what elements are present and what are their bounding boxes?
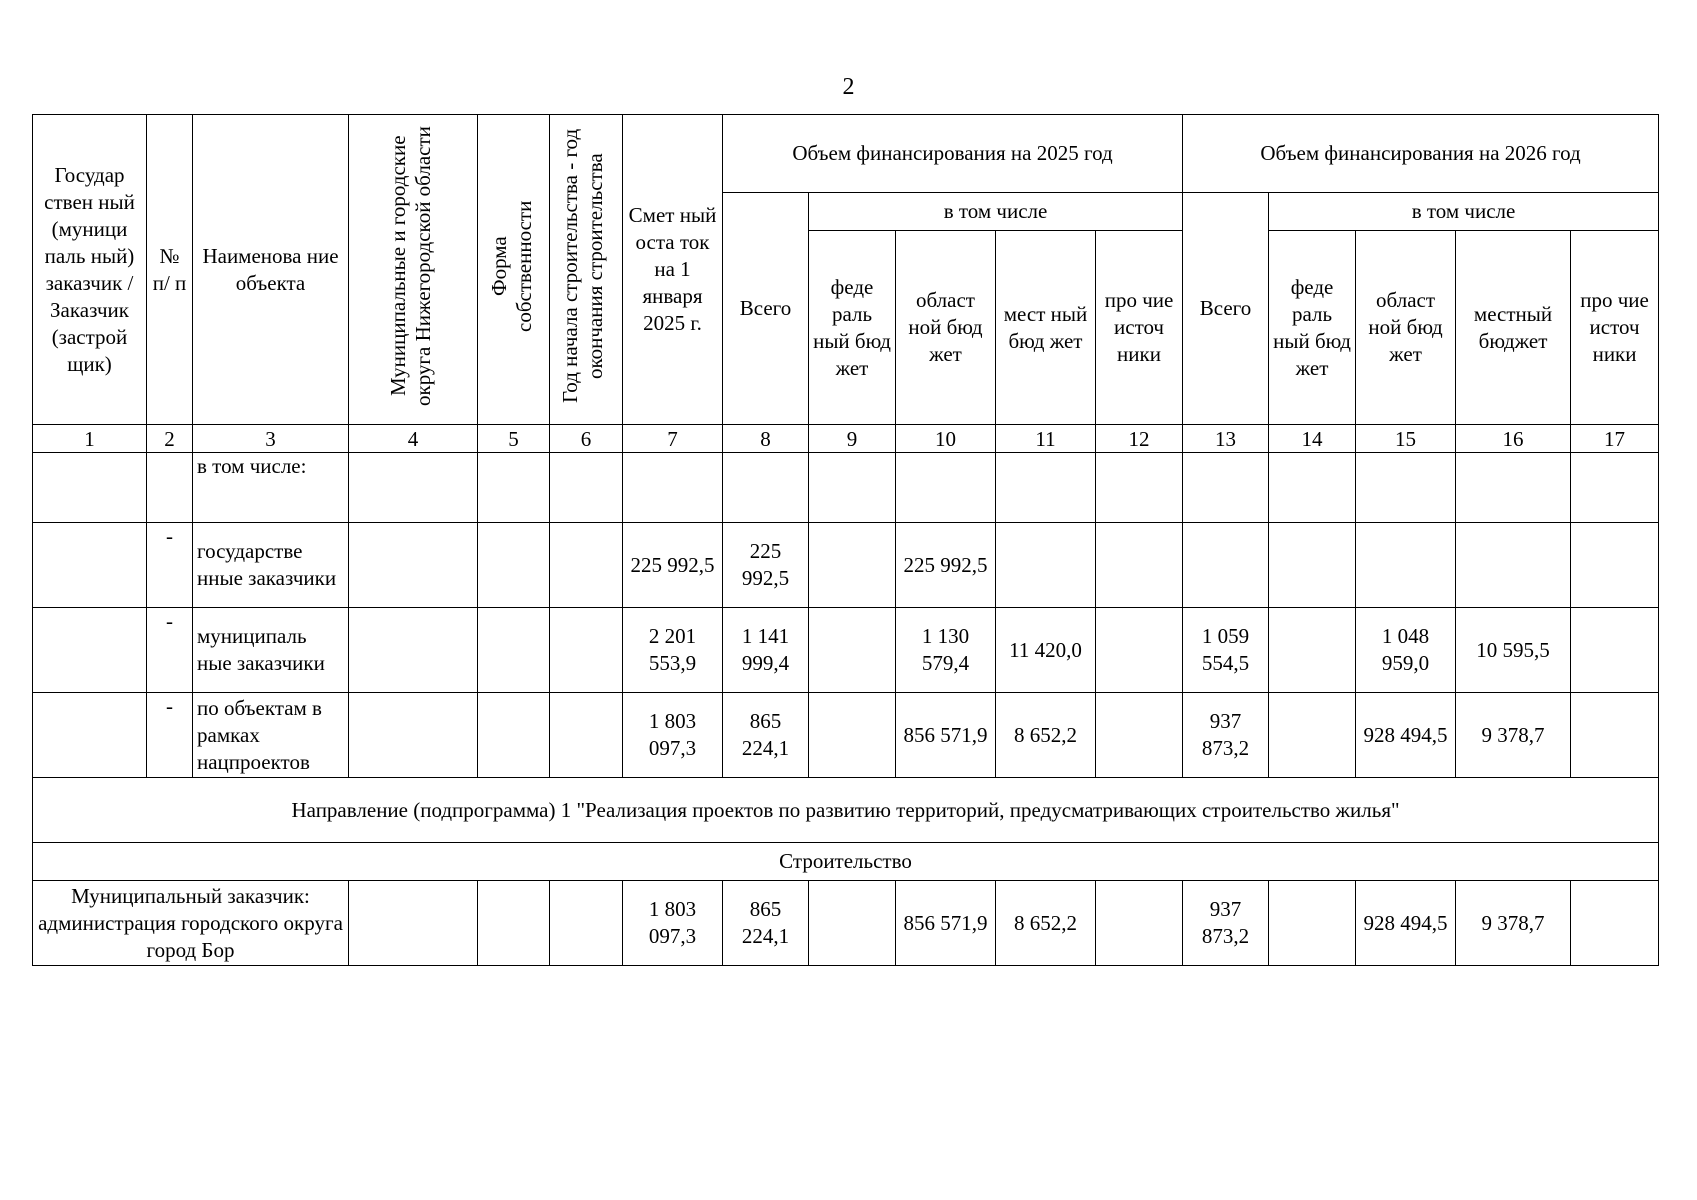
cell-name: муниципаль ные заказчики	[193, 608, 349, 693]
col-number: 5	[478, 425, 550, 453]
cell	[1571, 881, 1659, 966]
cell: 937 873,2	[1183, 693, 1269, 778]
cell	[478, 693, 550, 778]
financing-table	[32, 114, 1659, 966]
customer-row	[33, 881, 1659, 966]
cell	[1269, 881, 1356, 966]
col-number: 8	[723, 425, 809, 453]
cell: 865 224,1	[723, 881, 809, 966]
cell	[1269, 523, 1356, 608]
cell	[147, 453, 193, 523]
header-including-2025: в том числе	[809, 193, 1183, 231]
header-other-2026: про чие источ ники	[1571, 231, 1659, 425]
cell	[1456, 453, 1571, 523]
cell: 11 420,0	[996, 608, 1096, 693]
cell	[1356, 453, 1456, 523]
header-years-text: Год начала строительства - год окончания строительства	[558, 128, 607, 404]
header-customer: Государ ствен ный (муници паль ный) заказчик / Заказчик (застрой щик)	[33, 115, 147, 425]
direction-row	[33, 778, 1659, 843]
cell: 937 873,2	[1183, 881, 1269, 966]
cell	[349, 523, 478, 608]
cell	[478, 523, 550, 608]
col-number: 15	[1356, 425, 1456, 453]
header-row-1	[33, 115, 1659, 193]
cell	[809, 693, 896, 778]
cell	[1269, 608, 1356, 693]
cell: 8 652,2	[996, 693, 1096, 778]
cell	[996, 453, 1096, 523]
cell	[349, 693, 478, 778]
header-including-2026: в том числе	[1269, 193, 1659, 231]
cell	[1096, 523, 1183, 608]
cell	[478, 881, 550, 966]
cell	[809, 881, 896, 966]
cell	[809, 453, 896, 523]
header-total-2025: Всего	[723, 193, 809, 425]
cell	[1356, 523, 1456, 608]
cell-customer: Муниципальный заказчик: администрация городского округа город Бор	[33, 881, 349, 966]
cell	[33, 693, 147, 778]
cell	[550, 453, 623, 523]
header-fin-2025: Объем финансирования на 2025 год	[723, 115, 1183, 193]
header-regional-2025: област ной бюд жет	[896, 231, 996, 425]
cell-name: государстве нные заказчики	[193, 523, 349, 608]
cell	[896, 453, 996, 523]
construction-title: Строительство	[33, 843, 1659, 881]
col-number: 7	[623, 425, 723, 453]
cell	[1183, 523, 1269, 608]
table-row	[33, 608, 1659, 693]
cell: 9 378,7	[1456, 881, 1571, 966]
header-ownership-text: Форма собственности	[486, 200, 536, 332]
cell	[1096, 693, 1183, 778]
header-ownership	[478, 115, 550, 425]
cell	[1096, 881, 1183, 966]
col-number: 11	[996, 425, 1096, 453]
cell	[349, 608, 478, 693]
cell	[349, 453, 478, 523]
header-total-2026: Всего	[1183, 193, 1269, 425]
col-number: 1	[33, 425, 147, 453]
cell	[1096, 453, 1183, 523]
col-number: 3	[193, 425, 349, 453]
cell	[550, 881, 623, 966]
cell: 856 571,9	[896, 881, 996, 966]
header-federal-2025: феде раль ный бюд жет	[809, 231, 896, 425]
header-municipal-text: Муниципальные и городские округа Нижегородской области	[386, 126, 435, 406]
cell	[723, 453, 809, 523]
col-number: 9	[809, 425, 896, 453]
table-row	[33, 453, 1659, 523]
cell: 1 803 097,3	[623, 693, 723, 778]
cell: 928 494,5	[1356, 693, 1456, 778]
col-number: 16	[1456, 425, 1571, 453]
cell: 225 992,5	[623, 523, 723, 608]
cell: 856 571,9	[896, 693, 996, 778]
col-number: 13	[1183, 425, 1269, 453]
cell: 1 130 579,4	[896, 608, 996, 693]
column-number-row	[33, 425, 1659, 453]
direction-title: Направление (подпрограмма) 1 "Реализация проектов по развитию территорий, предусматривающих строительство жилья"	[33, 778, 1659, 843]
col-number: 14	[1269, 425, 1356, 453]
cell: 1 059 554,5	[1183, 608, 1269, 693]
cell	[623, 453, 723, 523]
cell	[996, 523, 1096, 608]
col-number: 10	[896, 425, 996, 453]
cell: 10 595,5	[1456, 608, 1571, 693]
cell	[1269, 693, 1356, 778]
cell	[1571, 453, 1659, 523]
cell: 9 378,7	[1456, 693, 1571, 778]
header-years	[550, 115, 623, 425]
header-name: Наименова ние объекта	[193, 115, 349, 425]
cell	[33, 608, 147, 693]
table-row	[33, 693, 1659, 778]
cell-name: по объектам в рамках нацпроектов	[193, 693, 349, 778]
cell: 1 048 959,0	[1356, 608, 1456, 693]
cell	[550, 608, 623, 693]
header-num: № п/ п	[147, 115, 193, 425]
cell	[1096, 608, 1183, 693]
cell-dash: -	[147, 523, 193, 608]
cell	[1571, 523, 1659, 608]
cell	[1269, 453, 1356, 523]
cell	[478, 453, 550, 523]
construction-row	[33, 843, 1659, 881]
cell	[33, 453, 147, 523]
header-fin-2026: Объем финансирования на 2026 год	[1183, 115, 1659, 193]
header-federal-2026: феде раль ный бюд жет	[1269, 231, 1356, 425]
cell: 1 141 999,4	[723, 608, 809, 693]
cell-dash: -	[147, 608, 193, 693]
cell	[33, 523, 147, 608]
col-number: 6	[550, 425, 623, 453]
header-other-2025: про чие источ ники	[1096, 231, 1183, 425]
cell	[550, 693, 623, 778]
cell: 2 201 553,9	[623, 608, 723, 693]
cell: 928 494,5	[1356, 881, 1456, 966]
col-number: 12	[1096, 425, 1183, 453]
cell	[1183, 453, 1269, 523]
cell	[1571, 608, 1659, 693]
col-number: 4	[349, 425, 478, 453]
cell: 865 224,1	[723, 693, 809, 778]
cell: 225 992,5	[896, 523, 996, 608]
cell	[809, 523, 896, 608]
col-number: 17	[1571, 425, 1659, 453]
cell-name: в том числе:	[193, 453, 349, 523]
cell	[1571, 693, 1659, 778]
cell	[478, 608, 550, 693]
page-number: 2	[842, 74, 855, 100]
header-local-2026: местный бюджет	[1456, 231, 1571, 425]
cell	[1456, 523, 1571, 608]
cell: 1 803 097,3	[623, 881, 723, 966]
cell	[550, 523, 623, 608]
col-number: 2	[147, 425, 193, 453]
header-municipal	[349, 115, 478, 425]
cell	[349, 881, 478, 966]
cell: 8 652,2	[996, 881, 1096, 966]
header-estimate: Смет ный оста ток на 1 января 2025 г.	[623, 115, 723, 425]
header-regional-2026: област ной бюд жет	[1356, 231, 1456, 425]
cell	[809, 608, 896, 693]
cell-dash: -	[147, 693, 193, 778]
cell: 225 992,5	[723, 523, 809, 608]
table-row	[33, 523, 1659, 608]
header-local-2025: мест ный бюд жет	[996, 231, 1096, 425]
